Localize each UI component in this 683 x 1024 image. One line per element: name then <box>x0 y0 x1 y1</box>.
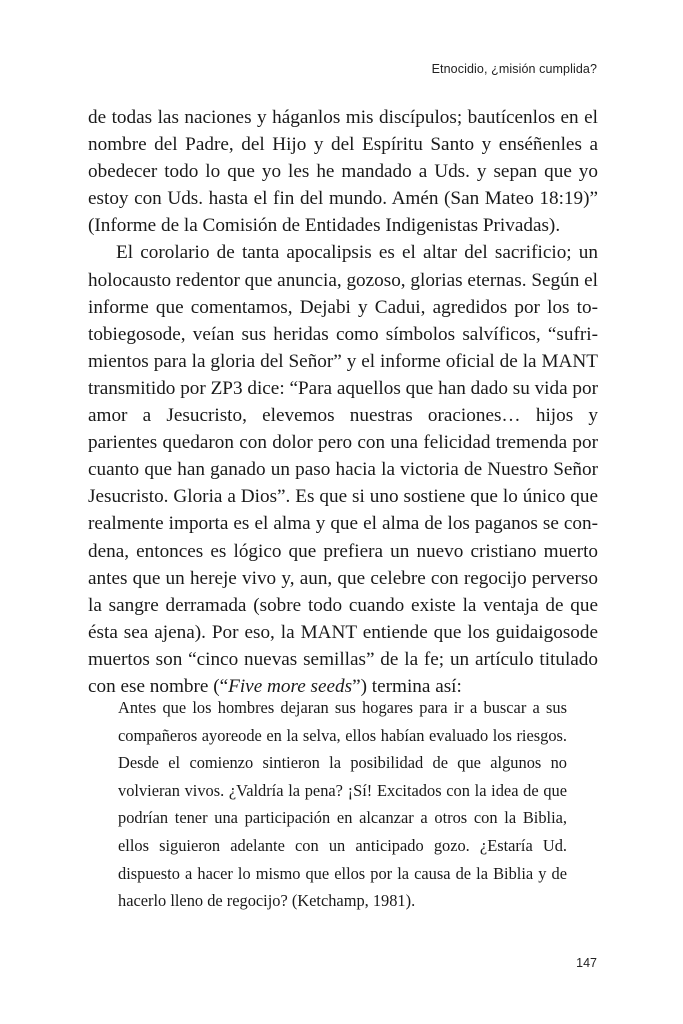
italic-title: Five more seeds <box>228 675 353 697</box>
main-text <box>88 104 598 700</box>
paragraph: de todas las naciones y háganlos mis discípulos; bautícenlos en el nombre del Padre, del Hijo y del Espíritu Santo y enséñenles a obedecer todo lo que yo les he mandado a Uds. y sepan que yo estoy con Uds. hasta el fin del mundo. Amén (San Mateo 18:19)” (Informe de la Comisión de Entidades Indigenistas Privadas). <box>88 107 598 237</box>
block-quote: Antes que los hombres dejaran sus hogares para ir a buscar a sus compañeros ayoreode en la selva, ellos habían evaluado los riesgos. Desde el comienzo sintieron la posibilidad de que algunos no volvieran vivos. ¿Valdría la pena? ¡Sí! Excitados con la idea de que podrían tener una participación en alcanzar a otros con la Biblia, ellos siguieron adelante con un anticipado gozo. ¿Estaría Ud. dispuesto a hacer lo mismo que ellos por la causa de la Biblia y de hacerlo lleno de regocijo? (Ketchamp, 1981). <box>118 698 567 911</box>
paragraph-text: El corolario de tanta apocalipsis es el altar del sacrificio; un holocausto redentor que anuncia, gozoso, glorias eternas. Según el informe que comentamos, Dejabi y Cadui, agredidos por los totobiegosode, veían sus heridas como símbolos salvíficos, “sufrimientos para la gloria del Señor” y el informe oficial de la MANT transmitido por ZP3 dice: “Para aquellos que han dado su vida por amor a Jesucristo, elevemos nuestras oraciones… hijos y parientes quedaron con dolor pero con una felicidad tremenda por cuanto que han ganado un paso hacia la victoria de Nuestro Señor Jesucristo. Gloria a Dios”. Es que si uno sostiene que lo único que realmente importa es el alma y que el alma de los paganos se condena, entonces es lógico que prefiera un nuevo cristiano muerto antes que un hereje vivo y, aun, que celebre con regocijo perverso la sangre derramada (sobre todo cuando existe la ventaja de que ésta sea ajena). Por eso, la MANT entiende que los guidaigosode muertos son “cinco nuevas semillas” de la fe; un artículo titulado con ese nombre (“ <box>88 242 598 697</box>
paragraph <box>88 239 598 700</box>
page-number: 147 <box>576 956 597 970</box>
running-header: Etnocidio, ¿misión cumplida? <box>431 62 597 76</box>
paragraph-text: ”) termina así: <box>352 675 462 697</box>
